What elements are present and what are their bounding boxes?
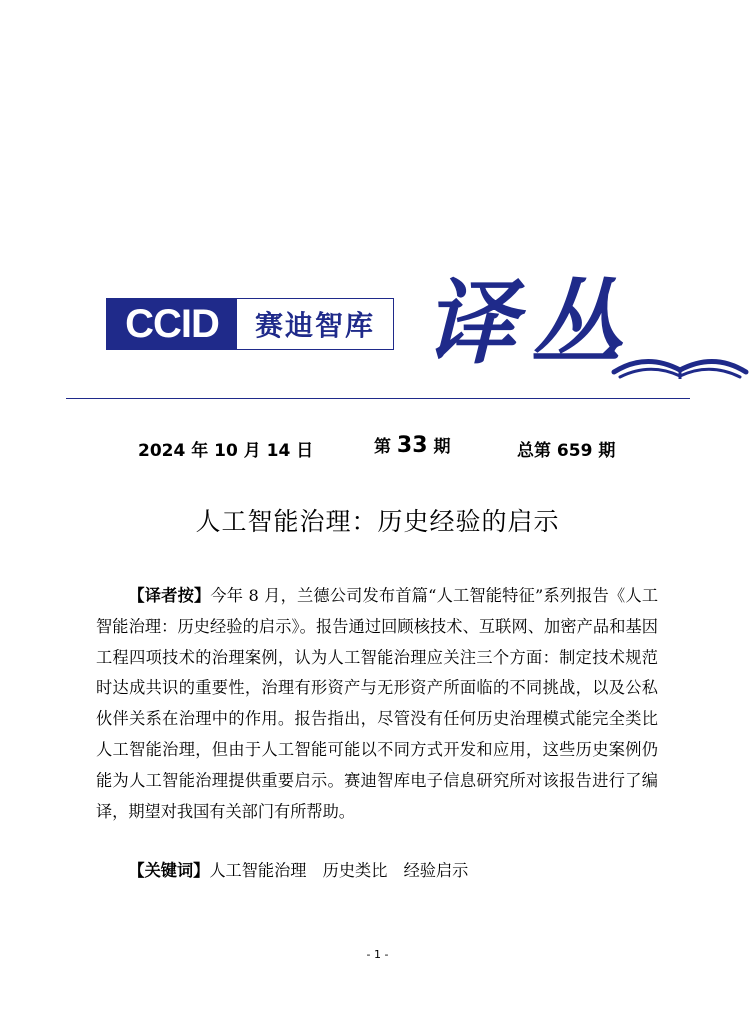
logo-ccid-text: CCID (107, 299, 237, 349)
issue-info (0, 432, 755, 462)
page-title: 人工智能治理：历史经验的启示 (195, 507, 560, 536)
issue-total: 总第 659 期 (517, 441, 616, 461)
masthead (106, 268, 656, 388)
issue-number (374, 432, 450, 458)
keyword-item: 历史类比 (322, 861, 388, 880)
translator-note-label: 【译者按】 (128, 586, 211, 605)
issue-number-prefix: 第 (374, 437, 397, 457)
open-book-icon (610, 348, 750, 380)
page-number: - 1 - (366, 948, 389, 961)
keywords (96, 857, 658, 885)
ccid-logo (106, 298, 394, 350)
logo-chinese-text: 赛迪智库 (254, 309, 375, 342)
translator-note-text: 今年 8 月，兰德公司发布首篇“人工智能特征”系列报告《人工智能治理：历史经验的启示》。报告通过回顾核技术、互联网、加密产品和基因工程四项技术的治理案例，认为人工智能治理应关注三个方面：制定技术规范时达成共识的重要性，治理有形资产与无形资产所面临的不同挑战，以及公私伙伴关系在治理中的作用。报告指出，尽管没有任何历史治理模式能完全类比人工智能治理，但由于人工智能可能以不同方式开发和应用，这些历史案例仍能为人工智能治理提供重要启示。赛迪智库电子信息研究所对该报告进行了编译，期望对我国有关部门有所帮助。 (96, 586, 659, 821)
masthead-divider (66, 398, 690, 399)
issue-number-suffix: 期 (427, 437, 451, 457)
keyword-item: 人工智能治理 (209, 861, 307, 880)
translator-note (96, 581, 658, 827)
series-title: 译丛 (424, 269, 637, 377)
issue-date: 2024 年 10 月 14 日 (138, 441, 314, 461)
issue-number-value: 33 (396, 433, 428, 458)
keywords-label: 【关键词】 (128, 861, 210, 880)
keyword-item: 经验启示 (403, 861, 469, 880)
